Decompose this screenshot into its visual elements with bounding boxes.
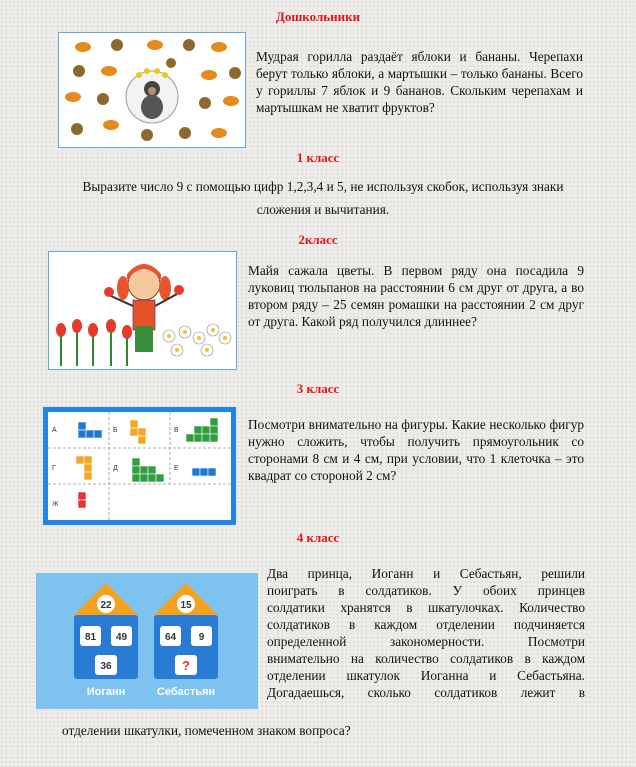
right-cell-question: ? [182, 658, 190, 673]
grade4-last-line: отделении шкатулки, помеченном знаком вопроса? [62, 723, 351, 738]
right-roof-number: 15 [180, 600, 192, 611]
gorilla-illustration [59, 33, 245, 147]
figure-v-shape [186, 418, 218, 442]
grade3-heading: 3 класс [296, 381, 340, 396]
figure-label-g: Г [52, 465, 56, 472]
grade1-heading: 1 класс [296, 150, 340, 165]
left-roof-number: 22 [100, 600, 112, 611]
figure-label-a: А [52, 427, 57, 434]
figure-label-e: Е [174, 465, 179, 472]
tetris-figures-picture [43, 407, 236, 525]
two-boxes-illustration [36, 573, 258, 709]
figure-label-zh: Ж [52, 501, 59, 508]
grade4-problem-text [267, 565, 585, 701]
grade4-heading: 4 класс [296, 530, 340, 545]
gorilla-picture [58, 32, 246, 148]
grade4-line-5: определенной закономерности. Посмотри [267, 634, 585, 649]
grade4-line-2: поиграть в солдатиков. У обоих принцев [267, 583, 585, 598]
figure-zh-shape [78, 492, 86, 508]
figure-b-shape [130, 420, 146, 444]
tetris-figures-grid [48, 412, 231, 520]
figure-label-b: Б [113, 427, 118, 434]
right-cell-2: 9 [198, 632, 205, 643]
grade4-line-6: внимательно на количество солдатиков в каждом [267, 651, 585, 666]
left-cell-2: 49 [115, 632, 128, 643]
left-cell-1: 81 [84, 632, 97, 643]
grade4-line-3: солдатики хранятся в шкатулочках. Количество [267, 600, 585, 615]
figure-d-shape [132, 458, 164, 482]
grade2-heading: 2класс [298, 232, 338, 247]
girl-planting-flowers-illustration [49, 252, 236, 369]
treasure-boxes-picture [36, 573, 258, 709]
figure-a-shape [78, 422, 102, 438]
grade4-line-7: отделении шкатулок Иоганна и Себастьяна. [267, 668, 585, 683]
grade2-problem-text: Майя сажала цветы. В первом ряду она посадила 9 луковиц тюльпанов на расстоянии 6 см друг от друга, а во втором ряду – 25 семян ромашки на расстоянии 2 см друг от друга. Какой ряд получился длиннее? [248, 263, 584, 329]
right-cell-1: 64 [164, 632, 177, 643]
grade1-problem-text: Выразите число 9 с помощью цифр 1,2,3,4 и 5, не используя скобок, используя знаки сложения и вычитания. [82, 179, 564, 217]
grade4-line-4: солдатиков в каждом отделении подчиняется [267, 617, 585, 632]
grade3-problem-text: Посмотри внимательно на фигуры. Какие несколько фигур нужно сложить, чтобы получить прямоугольник со сторонами 8 см и 4 см, при условии, что 1 клеточка – это квадрат со стороной 2 см? [248, 417, 584, 483]
preschool-problem-text: Мудрая горилла раздаёт яблоки и бананы. Черепахи берут только яблоки, а мартышки – только бананы. Всего у гориллы 7 яблок и 9 бананов. Скольким черепахам и мартышкам не хватит фруктов? [256, 49, 583, 115]
figure-g-shape [76, 456, 92, 480]
flowers-picture [48, 251, 237, 370]
figure-e-shape [192, 468, 216, 476]
left-cell-3: 36 [100, 661, 112, 672]
figure-label-v: В [174, 427, 179, 434]
preschool-heading: Дошкольники [275, 9, 361, 24]
left-box-name: Иоганн [86, 686, 126, 698]
right-box-name: Себастьян [156, 686, 216, 698]
grade4-line-1: Два принца, Иоганн и Себастьян, решили [267, 566, 585, 581]
grade4-line-8: Догадаешься, сколько солдатиков лежит в [267, 685, 585, 700]
figure-label-d: Д [113, 465, 118, 472]
